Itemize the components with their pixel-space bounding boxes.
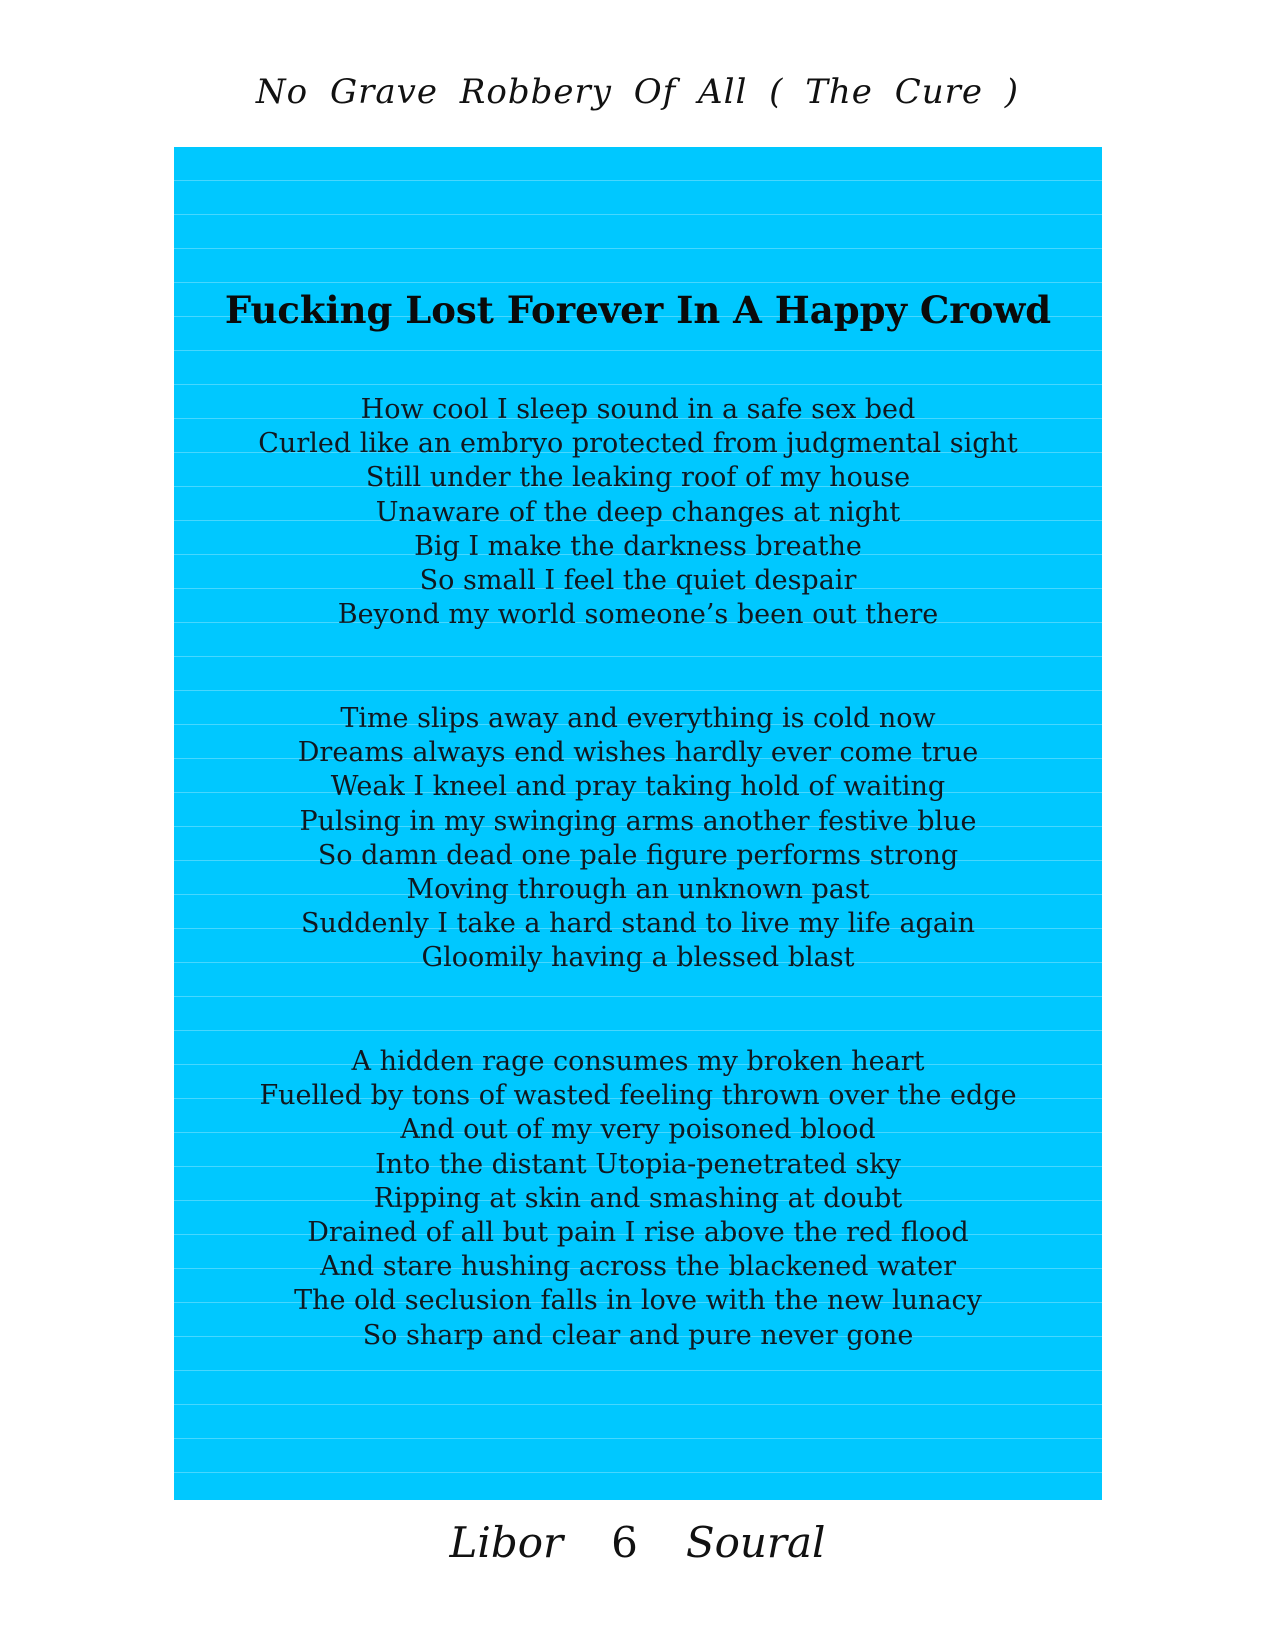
poem-line: Still under the leaking roof of my house (365, 462, 911, 494)
poem-line: So damn dead one pale figure performs strong (317, 839, 959, 871)
poem-line: Curled like an embryo protected from judgmental sight (258, 428, 1018, 460)
poem-line: So sharp and clear and pure never gone (362, 1319, 914, 1351)
stanza-1 (174, 393, 1102, 632)
author-first-name: Libor (449, 1518, 564, 1567)
poem-line: Into the distant Utopia-penetrated sky (375, 1148, 901, 1180)
poem-line: Drained of all but pain I rise above the red flood (307, 1217, 969, 1249)
poem-line: Ripping at skin and smashing at doubt (373, 1182, 903, 1214)
poem-title: Fucking Lost Forever In A Happy Crowd (224, 288, 1052, 332)
poem-line: Moving through an unknown past (406, 874, 870, 906)
poem-line: Suddenly I take a hard stand to live my life again (301, 908, 975, 940)
poem-line: Unaware of the deep changes at night (375, 496, 901, 528)
page-footer (0, 1518, 1275, 1567)
poem-line: How cool I sleep sound in a safe sex bed (360, 394, 916, 425)
poem-line: And stare hushing across the blackened water (319, 1251, 957, 1283)
poem-line: Weak I kneel and pray taking hold of waiting (330, 771, 946, 803)
poem-line: The old seclusion falls in love with the new lunacy (294, 1285, 982, 1317)
poem-line: Big I make the darkness breathe (414, 530, 862, 562)
poem-line: Beyond my world someone’s been out there (337, 599, 939, 631)
poem-line: Dreams always end wishes hardly ever come true (297, 737, 979, 769)
poem-line: A hidden rage consumes my broken heart (351, 1046, 925, 1077)
poem-line: Fuelled by tons of wasted feeling thrown over the edge (259, 1080, 1017, 1112)
poem-line: And out of my very poisoned blood (400, 1114, 876, 1146)
author-last-name: Soural (685, 1518, 826, 1567)
stanza-3 (174, 1045, 1102, 1353)
stanza-2 (174, 702, 1102, 976)
poem-line: So small I feel the quiet despair (419, 565, 857, 597)
page-number: 6 (611, 1518, 638, 1567)
running-title: No Grave Robbery Of All ( The Cure ) (255, 72, 1020, 112)
poem-line: Time slips away and everything is cold now (340, 703, 936, 734)
poem-line: Pulsing in my swinging arms another festive blue (299, 805, 977, 837)
poem-line: Gloomily having a blessed blast (421, 942, 855, 974)
